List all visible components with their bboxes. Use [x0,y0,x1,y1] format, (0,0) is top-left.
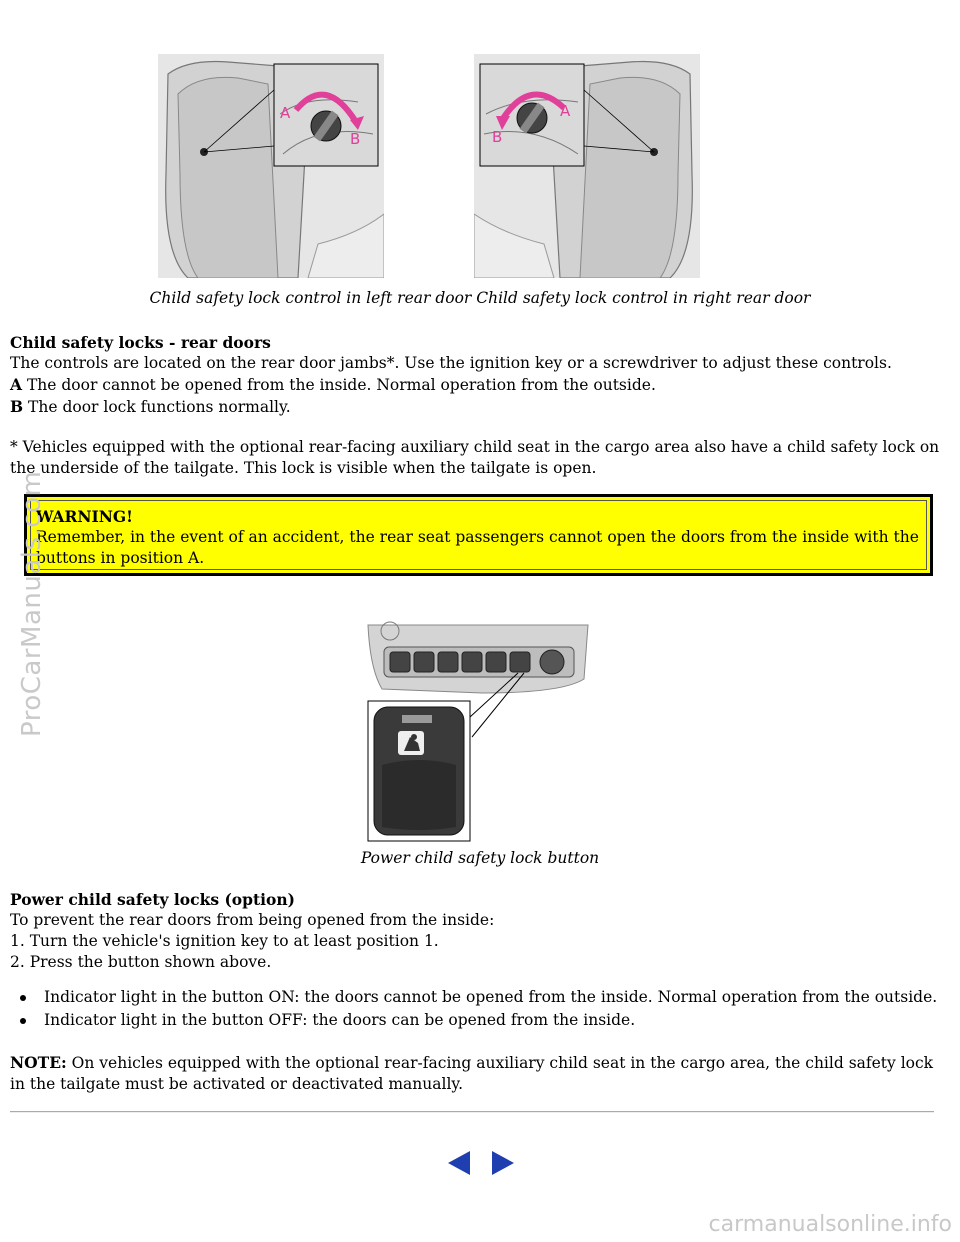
note [10,1052,940,1095]
page-navigation [444,1148,518,1178]
bottom-watermark: carmanualsonline.info [708,1212,952,1237]
section-power-locks [10,889,940,973]
list-item: Indicator light in the button ON: the doors cannot be opened from the inside. Normal operation from the outside. [44,987,940,1008]
section-intro: The controls are located on the rear door jambs*. Use the ignition key or a screwdriver to adjust these controls. [10,354,892,372]
left-door-illustration [158,54,384,278]
footnote: * Vehicles equipped with the optional rear-facing auxiliary child seat in the cargo area also have a child safety lock on the underside of the tailgate. This lock is visible when the tailgate is open. [10,438,940,477]
right-door-illustration [474,54,700,278]
next-page-button[interactable] [488,1148,518,1178]
button-illustration [362,619,592,843]
indicator-list [10,987,940,1033]
position-a-line [10,374,940,396]
section-line-1: To prevent the rear doors from being opened from the inside: [10,911,495,929]
left-label-a: A [280,104,291,122]
section-rear-door-locks [10,332,940,418]
section-heading: Child safety locks - rear doors [10,333,271,352]
side-watermark: ProCarManuals.com [17,470,47,737]
door-figures-caption: Child safety lock control in left rear door Child safety lock control in right rear door [149,289,811,307]
step-2: 2. Press the button shown above. [10,953,272,971]
arrow-right-icon [488,1148,518,1178]
position-b-text: The door lock functions normally. [23,398,291,416]
position-a-label: A [10,375,23,394]
note-label: NOTE: [10,1053,67,1072]
warning-box [24,494,933,576]
position-b-line [10,396,940,418]
right-label-b: B [492,128,503,146]
left-label-b: B [350,130,361,148]
list-item: Indicator light in the button OFF: the doors can be opened from the inside. [44,1010,940,1031]
warning-title: WARNING! [36,507,133,526]
position-b-label: B [10,397,24,416]
position-a-text: The door cannot be opened from the inside. Normal operation from the outside. [22,376,656,394]
divider [10,1111,934,1113]
button-figure-caption: Power child safety lock button [360,849,600,867]
right-label-a: A [560,102,571,120]
warning-text: Remember, in the event of an accident, the rear seat passengers cannot open the doors from the inside with the buttons in position A. [36,528,919,567]
arrow-left-icon [444,1148,474,1178]
note-text: On vehicles equipped with the optional rear-facing auxiliary child seat in the cargo area, the child safety lock in the tailgate must be activated or deactivated manually. [10,1054,934,1093]
step-1: 1. Turn the vehicle's ignition key to at least position 1. [10,932,439,950]
section-heading: Power child safety locks (option) [10,890,295,909]
door-figures [158,54,700,278]
previous-page-button[interactable] [444,1148,474,1178]
